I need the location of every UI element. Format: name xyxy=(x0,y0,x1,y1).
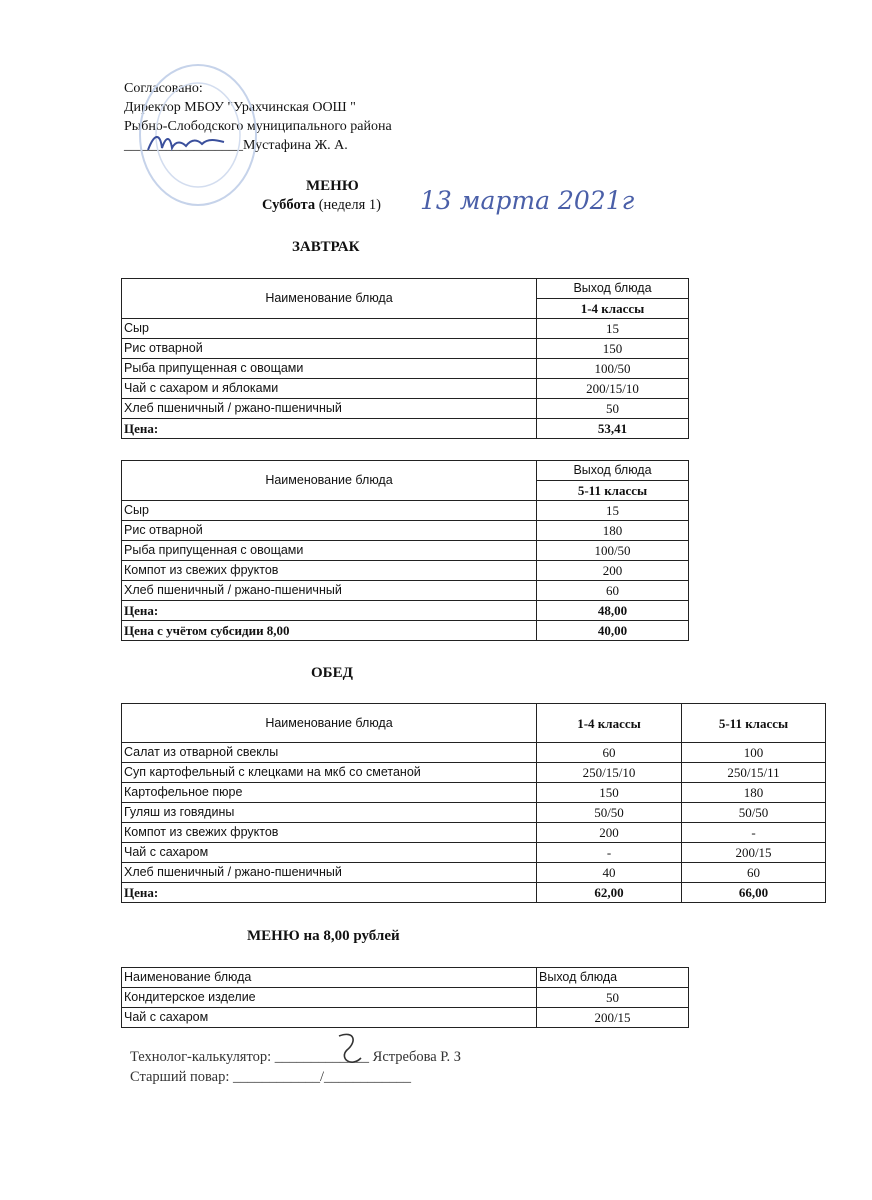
dish-output-junior: - xyxy=(537,843,682,863)
dish-name: Чай с сахаром xyxy=(122,843,537,863)
dish-name: Суп картофельный с клецками на мкб со сметаной xyxy=(122,763,537,783)
dish-output: 60 xyxy=(537,581,689,601)
price-row xyxy=(122,419,689,439)
breakfast-title: ЗАВТРАК xyxy=(292,239,360,255)
table-row xyxy=(122,988,689,1008)
dish-output: 15 xyxy=(537,501,689,521)
dish-name: Хлеб пшеничный / ржано-пшеничный xyxy=(122,581,537,601)
menu8-table xyxy=(121,967,689,1028)
dish-output-junior: 200 xyxy=(537,823,682,843)
subsidy-row xyxy=(122,621,689,641)
dish-name: Сыр xyxy=(122,501,537,521)
menu-title: МЕНЮ xyxy=(306,178,359,194)
table-row xyxy=(122,521,689,541)
menu8-title: МЕНЮ на 8,00 рублей xyxy=(247,928,400,944)
price-junior: 62,00 xyxy=(537,883,682,903)
table-row xyxy=(122,561,689,581)
dish-output-senior: 100 xyxy=(682,743,826,763)
price-label: Цена: xyxy=(122,601,537,621)
dish-name: Рис отварной xyxy=(122,339,537,359)
dish-output-senior: 60 xyxy=(682,863,826,883)
breakfast-table-senior xyxy=(121,460,689,641)
col-senior-header: 5-11 классы xyxy=(682,704,826,743)
dish-output: 150 xyxy=(537,339,689,359)
director-line: Директор МБОУ "Урахчинская ООШ " xyxy=(124,100,356,115)
table-row xyxy=(122,843,826,863)
price-label: Цена: xyxy=(122,883,537,903)
dish-name: Сыр xyxy=(122,319,537,339)
dish-name: Чай с сахаром и яблоками xyxy=(122,379,537,399)
dish-output: 15 xyxy=(537,319,689,339)
table-row xyxy=(122,501,689,521)
week-label: (неделя 1) xyxy=(318,197,381,213)
lunch-table xyxy=(121,703,826,903)
table-row xyxy=(122,1008,689,1028)
dish-name: Компот из свежих фруктов xyxy=(122,823,537,843)
table-row xyxy=(122,581,689,601)
col-name-header: Наименование блюда xyxy=(122,968,537,988)
director-signature-line: _________________Мустафина Ж. А. xyxy=(124,138,348,153)
dish-name: Рыба припущенная с овощами xyxy=(122,359,537,379)
subsidy-value: 40,00 xyxy=(537,621,689,641)
col-name-header: Наименование блюда xyxy=(122,704,537,743)
dish-output: 180 xyxy=(537,521,689,541)
table-row xyxy=(122,359,689,379)
col-group-header: 5-11 классы xyxy=(537,481,689,501)
table-row xyxy=(122,803,826,823)
day-name: Суббота xyxy=(262,197,316,213)
dish-output: 50 xyxy=(537,399,689,419)
handwritten-date: 13 марта 2021г xyxy=(420,186,635,215)
dish-name: Гуляш из говядины xyxy=(122,803,537,823)
price-value: 48,00 xyxy=(537,601,689,621)
dish-name: Хлеб пшеничный / ржано-пшеничный xyxy=(122,399,537,419)
dish-output: 200 xyxy=(537,561,689,581)
dish-name: Хлеб пшеничный / ржано-пшеничный xyxy=(122,863,537,883)
table-row xyxy=(122,541,689,561)
dish-output-senior: 50/50 xyxy=(682,803,826,823)
col-output-header: Выход блюда xyxy=(537,279,689,299)
col-output-header: Выход блюда xyxy=(537,461,689,481)
dish-output-junior: 250/15/10 xyxy=(537,763,682,783)
price-label: Цена: xyxy=(122,419,537,439)
dish-output-junior: 50/50 xyxy=(537,803,682,823)
dish-output-junior: 60 xyxy=(537,743,682,763)
dish-output: 200/15/10 xyxy=(537,379,689,399)
price-senior: 66,00 xyxy=(682,883,826,903)
price-row xyxy=(122,601,689,621)
dish-output: 200/15 xyxy=(537,1008,689,1028)
dish-name: Чай с сахаром xyxy=(122,1008,537,1028)
day-line xyxy=(262,197,381,214)
dish-output: 100/50 xyxy=(537,541,689,561)
dish-output-junior: 150 xyxy=(537,783,682,803)
dish-output-senior: 250/15/11 xyxy=(682,763,826,783)
table-row xyxy=(122,319,689,339)
dish-output-senior: 180 xyxy=(682,783,826,803)
director-signature-image xyxy=(140,128,230,160)
dish-name: Рис отварной xyxy=(122,521,537,541)
table-row xyxy=(122,379,689,399)
technologist-line: Технолог-калькулятор: _____________ Ястребова Р. З xyxy=(130,1049,462,1065)
price-row xyxy=(122,883,826,903)
table-row xyxy=(122,743,826,763)
dish-output-senior: - xyxy=(682,823,826,843)
lunch-title: ОБЕД xyxy=(311,665,353,681)
table-row xyxy=(122,783,826,803)
col-output-header: Выход блюда xyxy=(537,968,689,988)
technologist-signature-image xyxy=(325,1028,375,1078)
col-name-header: Наименование блюда xyxy=(122,461,537,501)
dish-output-junior: 40 xyxy=(537,863,682,883)
dish-output-senior: 200/15 xyxy=(682,843,826,863)
dish-output: 50 xyxy=(537,988,689,1008)
breakfast-table-primary xyxy=(121,278,689,439)
table-row xyxy=(122,399,689,419)
dish-name: Кондитерское изделие xyxy=(122,988,537,1008)
table-row xyxy=(122,823,826,843)
col-name-header: Наименование блюда xyxy=(122,279,537,319)
col-junior-header: 1-4 классы xyxy=(537,704,682,743)
dish-name: Салат из отварной свеклы xyxy=(122,743,537,763)
price-value: 53,41 xyxy=(537,419,689,439)
cook-line: Старший повар: ____________/____________ xyxy=(130,1069,412,1085)
table-row xyxy=(122,339,689,359)
dish-name: Компот из свежих фруктов xyxy=(122,561,537,581)
district-line: Рыбно-Слободского муниципального района xyxy=(124,119,392,134)
approval-label: Согласовано: xyxy=(124,81,203,96)
subsidy-label: Цена с учётом субсидии 8,00 xyxy=(122,621,537,641)
dish-name: Картофельное пюре xyxy=(122,783,537,803)
table-row xyxy=(122,863,826,883)
table-row xyxy=(122,763,826,783)
dish-name: Рыба припущенная с овощами xyxy=(122,541,537,561)
col-group-header: 1-4 классы xyxy=(537,299,689,319)
dish-output: 100/50 xyxy=(537,359,689,379)
